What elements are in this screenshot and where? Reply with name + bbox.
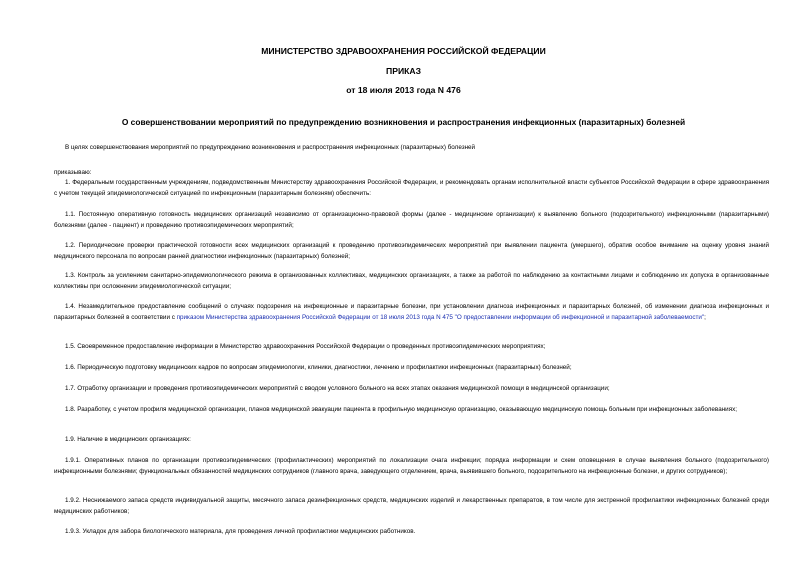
document-title: О совершенствовании мероприятий по предупреждению возникновения и распространения инфекционных (паразитарных) болезней xyxy=(121,117,686,127)
paragraph-1-4 xyxy=(54,302,769,323)
paragraph-1-9-3: 1.9.3. Укладок для забора биологического материала, для проведения личной профилактики медицинских работников. xyxy=(65,528,416,535)
order-word: приказываю: xyxy=(54,169,92,176)
paragraph-1-9: 1.9. Наличие в медицинских организациях: xyxy=(65,436,191,443)
order-475-link[interactable]: приказом Министерства здравоохранения Российской Федерации от 18 июля 2013 года N 475 "О предоставлении информации об инфекционной и паразитарной заболеваемости" xyxy=(176,313,705,321)
paragraph-1-3: 1.3. Контроль за усилением санитарно-эпидемиологического режима в организованных коллективах, медицинских организациях, а также за работой по наблюдению за контактными лицами и соблюдению их допуска в организованные коллективы при осложнении эпидемиологической ситуации; xyxy=(54,272,769,290)
paragraph-1-5: 1.5. Своевременное предоставление информации в Министерство здравоохранения Российской Федерации о проведенных противоэпидемических мероприятиях; xyxy=(65,343,546,350)
paragraph-1-8: 1.8. Разработку, с учетом профиля медицинской организации, планов медицинской эвакуации пациента в профильную медицинскую организацию, оказывающую медицинскую помощь больным при инфекционных заболеваниях; xyxy=(65,406,738,413)
paragraph-1-4-text: 1.4. Незамедлительное предоставление сообщений о случаях подозрения на инфекционные и паразитарные болезни, при установлении диагноза инфекционных и паразитарных болезней, об изменении диагноза инфекционных и паразитарных болезней в соответствии с xyxy=(54,303,769,321)
paragraph-1-9-1: 1.9.1. Оперативных планов по организации противоэпидемических (профилактических) мероприятий по локализации очага инфекции; порядка информации и схем оповещения в случае выявления больного (подозрительного) инфекционными болезнями; функциональных обязанностей медицинских сотрудников (главного врача, заведующего отделением, врача, выявившего больного, подозрительного на инфекционные болезни, и других сотрудников); xyxy=(54,457,769,475)
intro-paragraph: В целях совершенствования мероприятий по предупреждению возникновения и распространения инфекционных (паразитарных) болезней xyxy=(65,144,476,151)
paragraph-1: 1. Федеральным государственным учреждениям, подведомственным Министерству здравоохранения Российской Федерации, и рекомендовать органам исполнительной власти субъектов Российской Федерации в сфере здравоохранения с учетом текущей эпидемиологической ситуацией по инфекционным (паразитарным болезням) обеспечить: xyxy=(54,179,769,197)
paragraph-1-2: 1.2. Периодические проверки практической готовности всех медицинских организаций к проведению противоэпидемических мероприятий при выявлении пациента (умершего), обратив особое внимание на оценку уровня знаний медицинского персонала по вопросам ранней диагностики инфекционных (паразитарных) болезней; xyxy=(54,242,769,260)
paragraph-1-4-end: ; xyxy=(704,313,706,321)
paragraph-1-7: 1.7. Отработку организации и проведения противоэпидемических мероприятий с вводом условного больного на всех этапах оказания медицинской помощи в медицинской организации; xyxy=(65,385,610,392)
paragraph-1-1: 1.1. Постоянную оперативную готовность медицинских организаций независимо от организационно-правовой формы (далее - медицинские организации) к выявлению больного (подозрительного) инфекционными (паразитарными) болезнями (далее - пациент) и проведению противоэпидемических мероприятий; xyxy=(54,211,769,229)
document-date-number: от 18 июля 2013 года N 476 xyxy=(346,85,461,95)
paragraph-1-6: 1.6. Периодическую подготовку медицинских кадров по вопросам эпидемиологии, клиники, диагностики, лечению и профилактики инфекционных (паразитарных) болезней; xyxy=(65,364,572,371)
document-type-heading: ПРИКАЗ xyxy=(386,66,421,76)
paragraph-1-9-2: 1.9.2. Неснижаемого запаса средств индивидуальной защиты, месячного запаса дезинфекционных средств, медицинских изделий и лекарственных препаратов, в том числе для экстренной профилактики инфекционных болезней среди медицинских работников; xyxy=(54,497,769,515)
ministry-heading: МИНИСТЕРСТВО ЗДРАВООХРАНЕНИЯ РОССИЙСКОЙ ФЕДЕРАЦИИ xyxy=(261,46,546,56)
